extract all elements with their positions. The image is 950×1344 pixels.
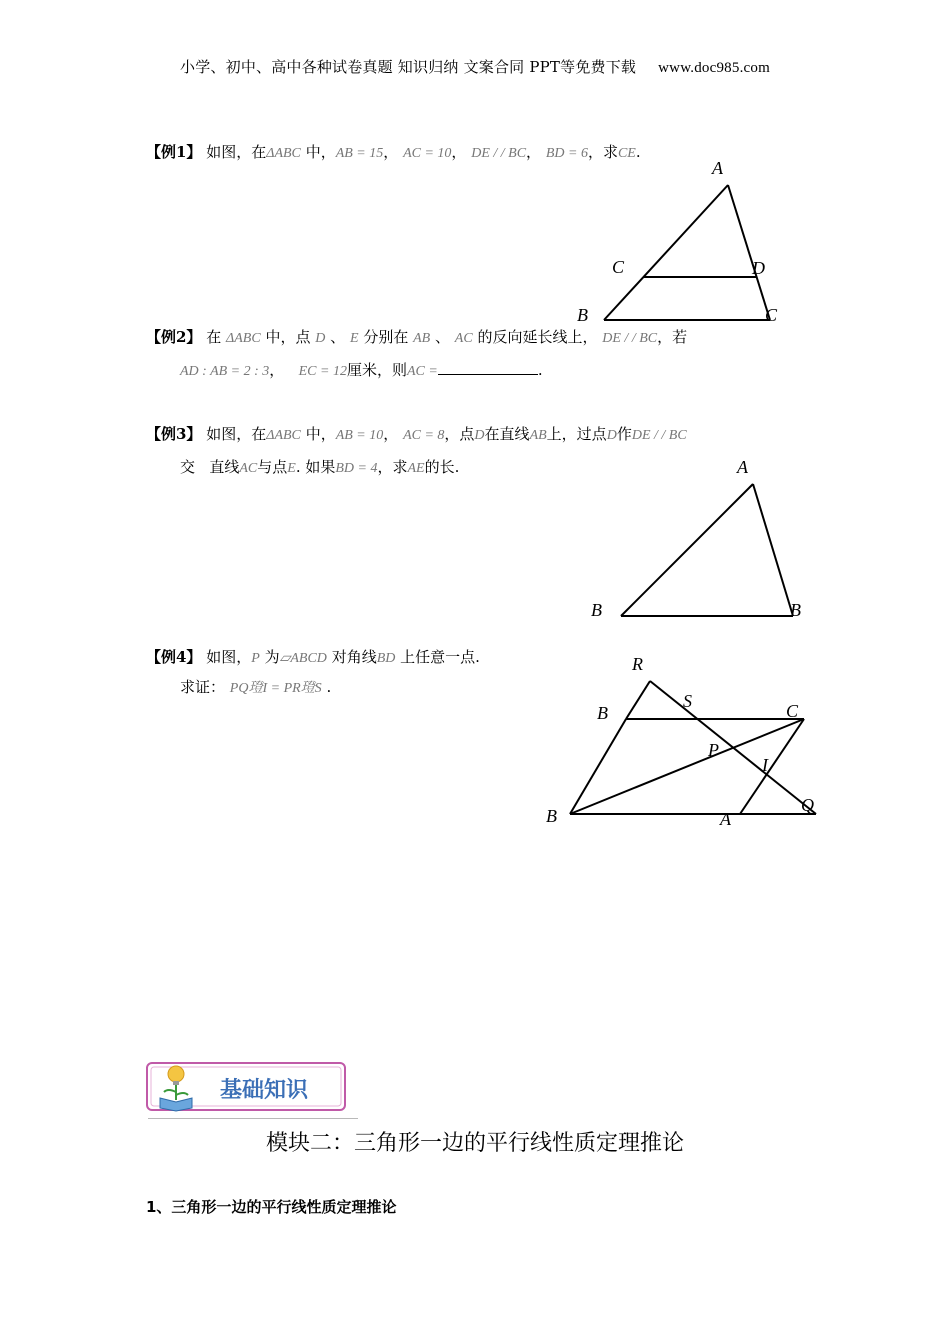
text: . [635,143,641,161]
text: 的长. [424,458,460,476]
math: PQ璒I = PR璒S [229,681,322,696]
text: 为 [264,648,280,666]
text: 作 [616,425,632,443]
text: 的反向延长线上， [477,328,598,346]
diagonal-bd [570,719,804,814]
label-c2: C [765,305,778,325]
example-2-line-1 [146,327,687,349]
label-b: B [597,703,608,723]
label-r: R [632,654,643,674]
text: 如图，在 [206,143,267,161]
label-i: I [762,755,768,775]
text: . [537,361,543,379]
text: 与点 [257,458,288,476]
text: 分别在 [363,328,409,346]
text: 中，点 [265,328,311,346]
example-4-tag: 【例4】 [146,648,202,666]
text: ， [383,143,399,161]
text: ， [383,425,399,443]
math: AB = 10 [335,428,384,443]
text: 如图，在 [206,425,267,443]
example-2-tag: 【例2】 [146,328,202,346]
math: D [606,428,617,443]
math: AC [454,331,473,346]
text: ，点 [444,425,475,443]
text: 上，过点 [546,425,607,443]
segment-r [626,681,650,719]
banner-underline [148,1118,358,1119]
example-2-line-2 [180,360,543,382]
label-b: B [577,305,588,325]
label-c: C [786,701,799,721]
text: 直线 [209,458,240,476]
text: 对角线 [331,648,377,666]
example-3-line-2 [180,457,459,479]
label-d: D [752,258,765,278]
text: ，求 [377,458,408,476]
math: ΔABC [266,428,301,443]
math: E [287,461,296,476]
math: EC = 12 [298,364,347,379]
example-3-line-1 [146,424,687,446]
text: ， [526,143,542,161]
example-3-figure [580,450,820,630]
math: ΔABC [266,146,301,161]
example-1-figure [560,150,820,330]
example-4-figure [540,650,830,840]
page-header [0,56,950,77]
text: 求证： [180,678,226,696]
text: . [326,678,332,696]
text: 交 [180,458,196,476]
math: AE [407,461,425,476]
math: D [315,331,326,346]
math: DE / / BC [471,146,527,161]
text: 厘米，则 [346,361,407,379]
math: DE / / BC [602,331,658,346]
math: AC = 10 [403,146,452,161]
text: ，若 [657,328,688,346]
section-title: 1、三角形一边的平行线性质定理推论 [146,1198,397,1216]
banner-label: 基础知识 [220,1078,309,1103]
example-1-tag: 【例1】 [146,143,202,161]
side-ab [621,484,753,616]
side-ab [604,185,728,320]
text: ， [451,143,467,161]
example-4-line-1 [146,647,480,669]
side-right [740,719,804,814]
math: AC = [406,364,438,379]
math: AC = 8 [403,428,445,443]
math: E [349,331,359,346]
basic-knowledge-banner [144,1060,349,1115]
label-b: B [591,600,602,620]
text: 在 [206,328,222,346]
side-ac [728,185,770,320]
math: DE / / BC [631,428,687,443]
text: ，求 [587,143,618,161]
label-a: A [720,809,731,829]
label-b2: B [790,600,801,620]
math: D [474,428,485,443]
example-4-line-2 [180,677,331,699]
module-title: 模块二：三角形一边的平行线性质定理推论 [265,1131,684,1156]
label-b2: B [546,806,557,826]
math: BD = 6 [545,146,588,161]
math: AB = 15 [335,146,384,161]
text: 中， [305,425,336,443]
answer-blank[interactable] [438,360,538,375]
header-url[interactable]: www.doc985.com [658,60,770,76]
math: AD : AB = 2 : 3 [180,364,270,379]
label-s: S [683,691,692,711]
math: BD [376,651,396,666]
math: ▱ABCD [279,651,327,666]
side-ac [753,484,793,616]
label-q: Q [801,795,814,815]
header-text: 小学、初中、高中各种试卷真题 知识归纳 文案合同 PPT等免费下载 [180,58,637,76]
math: P [251,651,260,666]
book-bulb-icon [156,1062,196,1112]
math: BD = 4 [335,461,378,476]
text: 上任意一点. [400,648,480,666]
text: ， [269,361,285,379]
text: 中， [305,143,336,161]
label-c: C [612,257,625,277]
math: AB [413,331,431,346]
text: 在直线 [484,425,530,443]
example-3-tag: 【例3】 [146,425,202,443]
text: . 如果 [295,458,336,476]
text: 如图， [206,648,252,666]
math: AB [529,428,547,443]
text: 、 [330,328,346,346]
math: ΔABC [226,331,261,346]
label-p: P [708,740,719,760]
math: CE [617,146,636,161]
math: AC [239,461,258,476]
side-left [570,719,626,814]
label-a: A [712,158,723,178]
label-a: A [737,457,748,477]
text: 、 [435,328,451,346]
